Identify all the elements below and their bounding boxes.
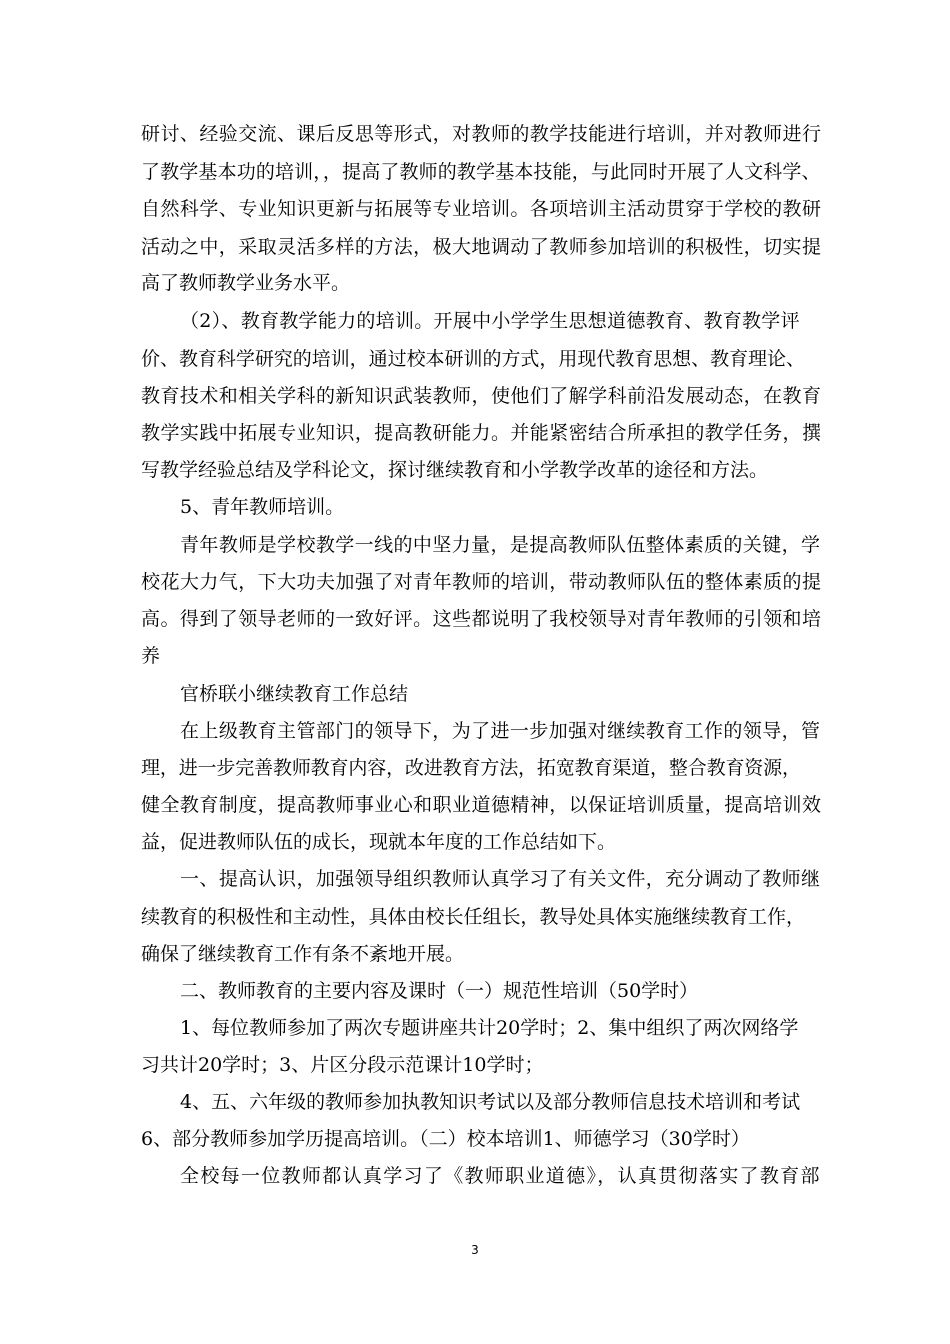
text-line: 续教育的积极性和主动性，具体由校长任组长，教导处具体实施继续教育工作， [141, 906, 805, 928]
text-line: 教育技术和相关学科的新知识武装教师，使他们了解学科前沿发展动态，在教育 [141, 385, 822, 407]
text-line: 研讨、经验交流、课后反思等形式，对教师的教学技能进行培训，并对教师进行 [141, 123, 822, 145]
text-line: 理，进一步完善教师教育内容，改进教育方法，拓宽教育渠道，整合教育资源， [141, 757, 801, 779]
text-line: 校花大力气，下大功夫加强了对青年教师的培训，带动教师队伍的整体素质的提 [141, 571, 822, 593]
text-line: 教学实践中拓展专业知识，提高教研能力。并能紧密结合所承担的教学任务，撰 [141, 422, 822, 444]
text-line: 习共计20学时；3、片区分段示范课计10学时； [141, 1054, 544, 1076]
text-line: 在上级教育主管部门的领导下，为了进一步加强对继续教育工作的领导，管 [180, 720, 821, 742]
text-line: 了教学基本功的培训，，提高了教师的教学基本技能，与此同时开展了人文科学、 [141, 161, 821, 183]
text-line: 高了教师教学业务水平。 [141, 272, 351, 294]
text-line: 4、五、六年级的教师参加执教知识考试以及部分教师信息技术培训和考试 [180, 1091, 801, 1113]
text-line: 一、提高认识，加强领导组织教师认真学习了有关文件，充分调动了教师继 [180, 868, 821, 890]
text-line: 益，促进教师队伍的成长，现就本年度的工作总结如下。 [141, 831, 617, 853]
document-title: 官桥联小继续教育工作总结 [180, 683, 409, 705]
text-line: 全校每一位教师都认真学习了《教师职业道德》，认真贯彻落实了教育部 [180, 1165, 821, 1187]
text-line: 高。得到了领导老师的一致好评。这些都说明了我校领导对青年教师的引领和培 [141, 608, 822, 630]
page-number: 3 [471, 1243, 479, 1257]
text-line: 青年教师是学校教学一线的中坚力量，是提高教师队伍整体素质的关键，学 [180, 534, 821, 556]
text-line: 价、教育科学研究的培训，通过校本研训的方式，用现代教育思想、教育理论、 [141, 348, 805, 370]
section-heading: 5、青年教师培训。 [180, 496, 345, 518]
text-line: 1、每位教师参加了两次专题讲座共计20学时；2、集中组织了两次网络学 [180, 1017, 799, 1039]
text-line: 确保了继续教育工作有条不紊地开展。 [141, 943, 465, 965]
text-line: 二、教师教育的主要内容及课时（一）规范性培训（50学时） [180, 980, 699, 1002]
text-line: （2）、教育教学能力的培训。开展中小学学生思想道德教育、教育教学评 [180, 310, 800, 332]
text-line: 养 [141, 645, 161, 667]
text-line: 6、部分教师参加学历提高培训。（二）校本培训1、师德学习（30学时） [141, 1128, 750, 1150]
text-line: 写教学经验总结及学科论文，探讨继续教育和小学教学改革的途径和方法。 [141, 459, 769, 481]
text-line: 活动之中，采取灵活多样的方法，极大地调动了教师参加培训的积极性，切实提 [141, 236, 822, 258]
text-line: 健全教育制度，提高教师事业心和职业道德精神，以保证培训质量，提高培训效 [141, 794, 822, 816]
text-line: 自然科学、专业知识更新与拓展等专业培训。各项培训主活动贯穿于学校的教研 [141, 198, 822, 220]
